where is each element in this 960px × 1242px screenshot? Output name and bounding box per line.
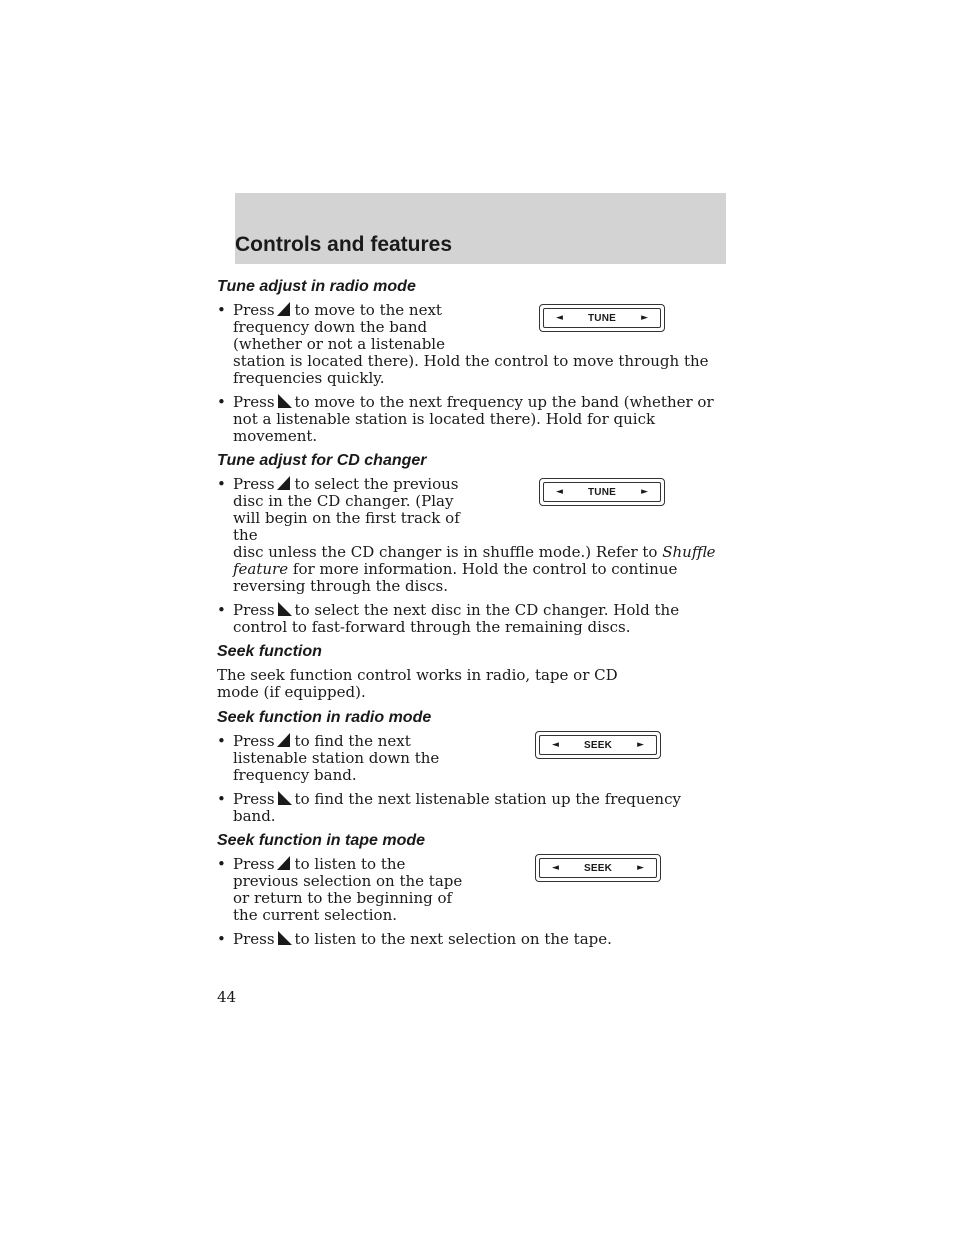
section-seek-tape xyxy=(217,832,727,948)
bullet-icon: • xyxy=(217,732,226,750)
arrow-left-icon: ◄ xyxy=(552,739,559,750)
left-triangle-icon xyxy=(275,733,295,747)
list-item: • Press to listen to the next selection on the tape. xyxy=(217,930,612,948)
right-triangle-icon xyxy=(275,394,295,408)
section-tune-radio xyxy=(217,278,727,445)
arrow-right-icon: ► xyxy=(641,312,648,323)
page-number: 44 xyxy=(217,988,237,1006)
left-triangle-icon xyxy=(275,302,295,316)
bullet-icon: • xyxy=(217,790,226,808)
page-content xyxy=(217,278,727,955)
arrow-right-icon: ► xyxy=(637,739,644,750)
section-body: The seek function control works in radio, tape or CD mode (if equipped). xyxy=(217,666,618,701)
bullet-icon: • xyxy=(217,601,226,619)
left-triangle-icon xyxy=(275,476,295,490)
section-heading: Seek function xyxy=(217,643,322,660)
list-item: • Press to move to the next frequency up the band (whether or not a listenable station is located there). Hold for quick movement. xyxy=(217,393,714,445)
list-item: • Press to listen to the previous selection on the tape or return to the beginning of the current selection. xyxy=(217,855,463,924)
list-item: • Press to find the next listenable station up the frequency band. xyxy=(217,790,681,825)
arrow-left-icon: ◄ xyxy=(556,312,563,323)
section-seek xyxy=(217,643,727,701)
arrow-right-icon: ► xyxy=(641,486,648,497)
left-triangle-icon xyxy=(275,856,295,870)
page-title: Controls and features xyxy=(235,233,453,256)
control-label: SEEK xyxy=(583,739,613,751)
control-label: TUNE xyxy=(587,486,617,498)
bullet-icon: • xyxy=(217,855,226,873)
bullet-icon: • xyxy=(217,301,226,319)
section-heading: Seek function in tape mode xyxy=(217,832,426,849)
section-tune-cd xyxy=(217,452,727,636)
section-heading: Seek function in radio mode xyxy=(217,709,432,726)
list-item: • Press to select the previous disc in the CD changer. (Play will begin on the first track of the disc unless the CD changer is in shuffle mode.) Refer to Shuffle feature for more information. Hold the control to continue reversing through the discs. xyxy=(217,475,716,595)
section-heading: Tune adjust in radio mode xyxy=(217,278,416,295)
list-item: • Press to select the next disc in the CD changer. Hold the control to fast-forward through the remaining discs. xyxy=(217,601,680,636)
bullet-icon: • xyxy=(217,393,226,411)
list-item: • Press to find the next listenable station down the frequency band. xyxy=(217,732,440,784)
arrow-right-icon: ► xyxy=(637,862,644,873)
right-triangle-icon xyxy=(275,791,295,805)
right-triangle-icon xyxy=(275,602,295,616)
right-triangle-icon xyxy=(275,931,295,945)
bullet-icon: • xyxy=(217,475,226,493)
cross-reference: Shuffle feature xyxy=(233,543,716,578)
control-label: SEEK xyxy=(583,862,613,874)
list-item: • Press to move to the next frequency down the band (whether or not a listenable station is located there). Hold the control to move through the frequencies quickly. xyxy=(217,301,709,387)
arrow-left-icon: ◄ xyxy=(552,862,559,873)
bullet-icon: • xyxy=(217,930,226,948)
section-seek-radio xyxy=(217,709,727,825)
control-label: TUNE xyxy=(587,312,617,324)
arrow-left-icon: ◄ xyxy=(556,486,563,497)
section-heading: Tune adjust for CD changer xyxy=(217,452,427,469)
